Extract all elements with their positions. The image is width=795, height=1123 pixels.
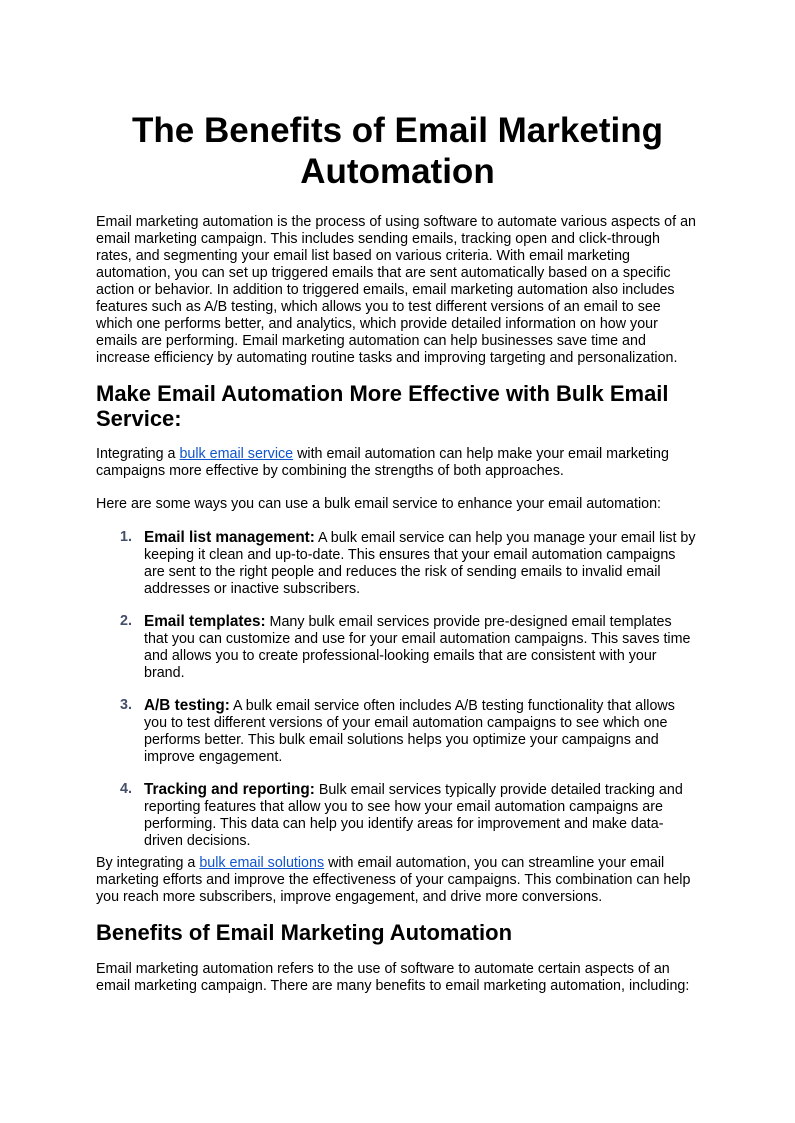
list-item-term: Tracking and reporting: <box>144 781 315 798</box>
section-heading-benefits: Benefits of Email Marketing Automation <box>96 920 513 945</box>
integrating-text-after: with email automation can help make your email marketing campaigns more effective by combining the strengths of both approaches. <box>96 446 669 479</box>
integrating-paragraph <box>96 446 699 480</box>
list-item-term: Email templates: <box>144 613 266 630</box>
integrating-text-before: Integrating a <box>96 446 180 462</box>
conclusion-text-after: with email automation, you can streamline your email marketing efforts and improve the effectiveness of your campaigns. This combination can help you reach more subscribers, improve engagement, and drive more conversions. <box>96 855 691 905</box>
list-item <box>96 697 699 766</box>
list-item-text: Many bulk email services provide pre-designed email templates that you can customize and use for your email automation campaigns. This saves time and allows you to create professional-looking emails that are consistent with your brand. <box>144 614 691 681</box>
intro-paragraph: Email marketing automation is the process of using software to automate various aspects of an email marketing campaign. This includes sending emails, tracking open and click-through rates, and segmenting your email list based on various criteria. With email marketing automation, you can set up triggered emails that are sent automatically based on a specific action or behavior. In addition to triggered emails, email marketing automation also includes features such as A/B testing, which allows you to test different versions of an email to see which one performs better, and analytics, which provide detailed information on how your emails are performing. Email marketing automation can help businesses save time and increase efficiency by automating routine tasks and improving targeting and personalization. <box>96 214 696 366</box>
list-item <box>96 529 699 598</box>
list-item <box>96 613 699 682</box>
conclusion-text-before: By integrating a <box>96 855 200 871</box>
document-title: The Benefits of Email Marketing Automation <box>132 111 663 191</box>
bulk-email-service-link[interactable]: bulk email service <box>179 446 294 462</box>
list-item-term: Email list management: <box>144 529 315 546</box>
document-content <box>96 110 699 995</box>
bulk-email-solutions-link[interactable]: bulk email solutions <box>199 855 325 871</box>
benefits-numbered-list <box>96 529 699 850</box>
list-item-term: A/B testing: <box>144 697 230 714</box>
section-heading-bulk-email: Make Email Automation More Effective with Bulk Email Service: <box>96 381 669 431</box>
conclusion-paragraph <box>96 855 699 906</box>
list-item-number: 2. <box>120 613 132 629</box>
list-item-text: Bulk email services typically provide detailed tracking and reporting features that allow you to see how your email automation campaigns are performing. This data can help you identify areas for improvement and make data-driven decisions. <box>144 782 683 849</box>
list-item <box>96 781 699 850</box>
benefits-intro-paragraph: Email marketing automation refers to the use of software to automate certain aspects of an email marketing campaign. There are many benefits to email marketing automation, including: <box>96 961 690 994</box>
ways-intro-paragraph: Here are some ways you can use a bulk email service to enhance your email automation: <box>96 496 662 512</box>
list-item-text: A bulk email service can help you manage your email list by keeping it clean and up-to-date. This ensures that your email automation campaigns are sent to the right people and reduces the risk of sending emails to invalid email addresses or inactive subscribers. <box>144 530 696 597</box>
list-item-number: 1. <box>120 529 132 545</box>
list-item-number: 3. <box>120 697 132 713</box>
list-item-number: 4. <box>120 781 132 797</box>
list-item-text: A bulk email service often includes A/B testing functionality that allows you to test different versions of your email automation campaigns to see which one performs better. This bulk email solutions helps you optimize your campaigns and improve engagement. <box>144 698 675 765</box>
